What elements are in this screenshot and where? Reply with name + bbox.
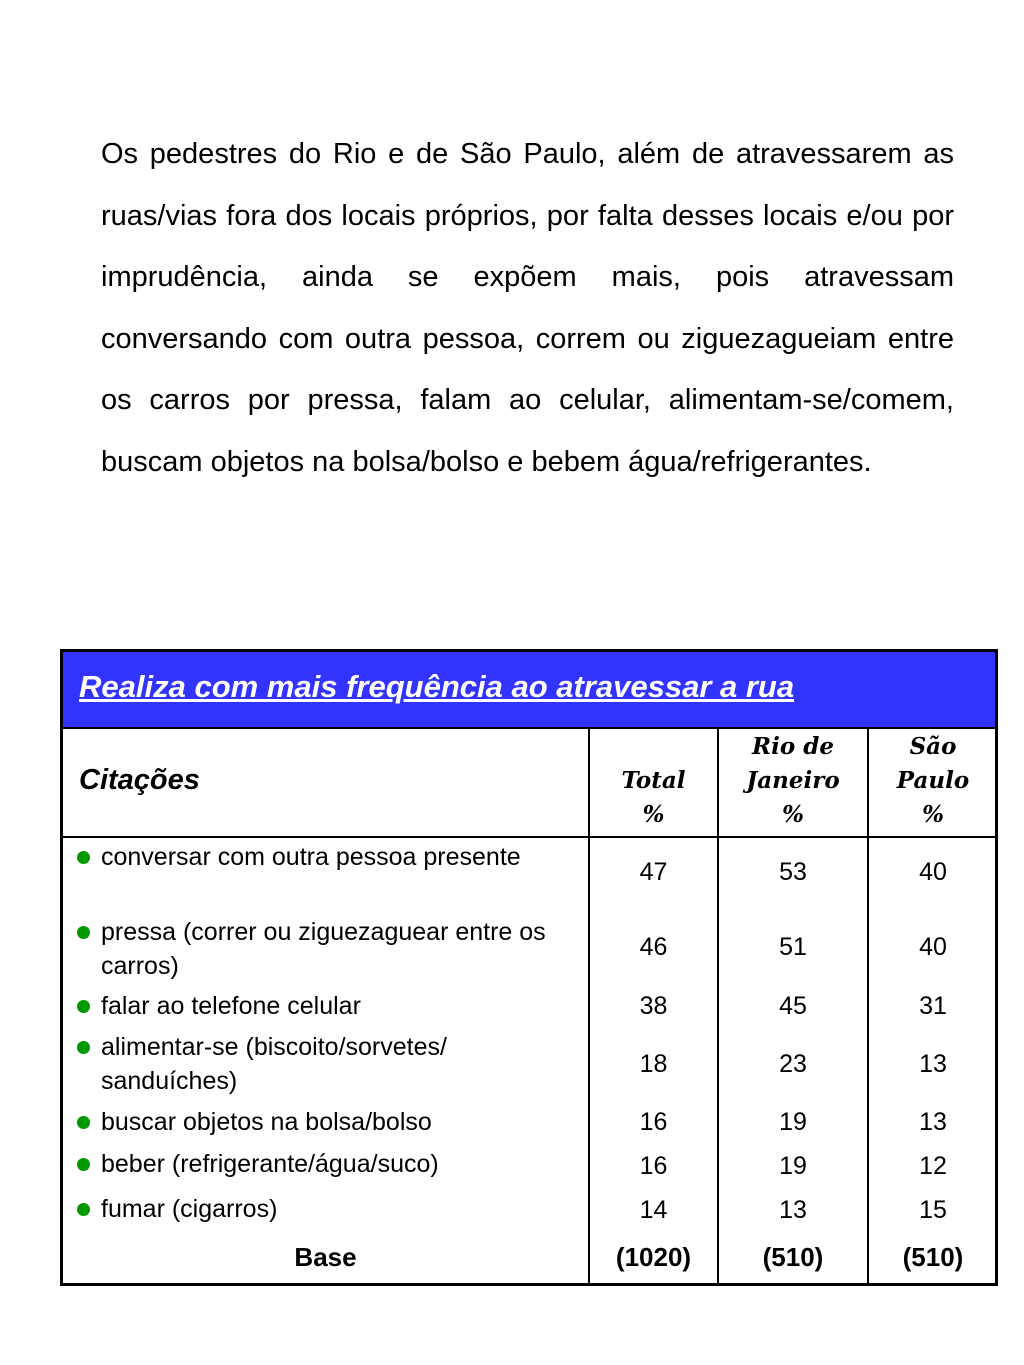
table-header-bar — [63, 652, 995, 729]
cell-total: 14 — [639, 1196, 668, 1224]
cell-total: 47 — [639, 858, 668, 886]
cell-sp: 13 — [919, 1050, 947, 1078]
cell-total: 46 — [639, 933, 668, 961]
base-label: Base — [294, 1242, 357, 1272]
column-header-sp — [869, 730, 997, 832]
column-header-citacoes: Citações — [79, 764, 200, 796]
column-header-sp-text: São Paulo % — [896, 733, 970, 828]
cell-total: 38 — [639, 992, 668, 1020]
row-label-text: buscar objetos na bolsa/bolso — [101, 1108, 432, 1136]
bullet-icon — [77, 1116, 90, 1129]
cell-rio: 13 — [779, 1196, 807, 1224]
bullet-icon — [77, 1041, 90, 1054]
cell-sp: 31 — [919, 992, 947, 1020]
cell-rio: 51 — [779, 933, 807, 961]
cell-rio: 53 — [779, 858, 807, 886]
cell-sp: 13 — [919, 1108, 947, 1136]
cell-rio: 23 — [779, 1050, 807, 1078]
cell-total: 16 — [639, 1108, 668, 1136]
column-header-rio — [719, 730, 867, 832]
survey-table — [60, 649, 998, 1286]
base-rio: (510) — [762, 1242, 824, 1272]
row-label-text: beber (refrigerante/água/suco) — [101, 1150, 439, 1178]
row-label-text: falar ao telefone celular — [101, 992, 361, 1020]
cell-sp: 15 — [919, 1196, 947, 1224]
row-label-text: pressa (correr ou ziguezaguear entre os carros) — [101, 918, 546, 980]
header-divider — [63, 836, 995, 838]
cell-sp: 40 — [919, 933, 947, 961]
row-label-text: conversar com outra pessoa presente — [101, 843, 521, 871]
cell-sp: 12 — [919, 1152, 947, 1180]
bullet-icon — [77, 926, 90, 939]
column-header-total — [590, 764, 717, 832]
cell-total: 18 — [639, 1050, 668, 1078]
bullet-icon — [77, 1000, 90, 1013]
bullet-icon — [77, 851, 90, 864]
base-sp: (510) — [902, 1242, 964, 1272]
bullet-icon — [77, 1203, 90, 1216]
row-label-text: fumar (cigarros) — [101, 1195, 278, 1223]
table-title: Realiza com mais frequência ao atravessar a rua — [79, 669, 795, 704]
cell-rio: 19 — [779, 1108, 807, 1136]
bullet-icon — [77, 1158, 90, 1171]
body-paragraph: Os pedestres do Rio e de São Paulo, além de atravessarem as ruas/vias fora dos locais próprios, por falta desses locais e/ou por imprudência, ainda se expõem mais, pois atravessam conversando com outra pessoa, correm ou ziguezagueiam entre os carros por pressa, falam ao celular, alimentam-se/comem, buscam objetos na bolsa/bolso e bebem água/refrigerantes. — [101, 138, 954, 478]
row-label-text: alimentar-se (biscoito/sorvetes/ sanduíches) — [101, 1033, 447, 1095]
cell-total: 16 — [639, 1152, 668, 1180]
column-header-rio-text: Rio de Janeiro % — [746, 733, 840, 828]
cell-sp: 40 — [919, 858, 947, 886]
base-total: (1020) — [615, 1242, 692, 1272]
cell-rio: 19 — [779, 1152, 807, 1180]
cell-rio: 45 — [779, 992, 807, 1020]
column-header-total-text: Total % — [621, 767, 686, 828]
